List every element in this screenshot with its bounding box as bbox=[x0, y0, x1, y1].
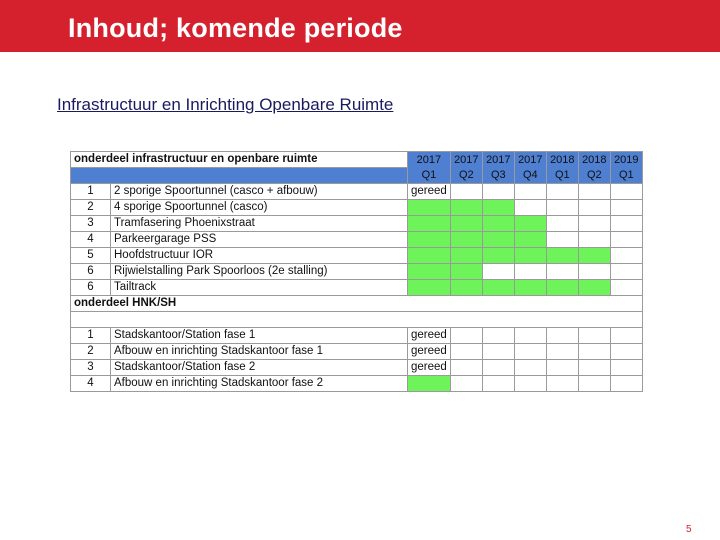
timeline-cell bbox=[514, 264, 546, 280]
section-gap-row bbox=[71, 312, 643, 328]
table-row bbox=[71, 328, 643, 344]
timeline-cell bbox=[546, 328, 578, 344]
timeline-cell bbox=[546, 200, 578, 216]
timeline-cell bbox=[450, 360, 482, 376]
timeline-cell-active bbox=[450, 200, 482, 216]
table-row bbox=[71, 264, 643, 280]
timeline-cell bbox=[450, 344, 482, 360]
timeline-cell-active bbox=[408, 264, 451, 280]
slide-title: Inhoud; komende periode bbox=[68, 13, 403, 43]
table-row bbox=[71, 200, 643, 216]
timeline-cell bbox=[482, 360, 514, 376]
column-year: 2017 bbox=[454, 153, 479, 166]
row-number: 2 bbox=[71, 344, 111, 360]
column-year: 2018 bbox=[550, 153, 575, 166]
page-number: 5 bbox=[686, 524, 692, 535]
row-number: 2 bbox=[71, 200, 111, 216]
timeline-cell bbox=[610, 376, 642, 392]
timeline-cell bbox=[610, 184, 642, 200]
column-quarter: Q2 bbox=[458, 168, 474, 181]
column-quarter: Q4 bbox=[522, 168, 538, 181]
row-label: Hoofdstructuur IOR bbox=[111, 248, 408, 264]
row-status: gereed bbox=[408, 360, 451, 376]
row-label: Stadskantoor/Station fase 1 bbox=[111, 328, 408, 344]
timeline-cell-active bbox=[514, 280, 546, 296]
timeline-cell-active bbox=[482, 200, 514, 216]
row-number: 4 bbox=[71, 232, 111, 248]
timeline-cell-active bbox=[408, 232, 451, 248]
timeline-cell bbox=[482, 184, 514, 200]
timeline-cell bbox=[482, 344, 514, 360]
row-number: 4 bbox=[71, 376, 111, 392]
row-label: Afbouw en inrichting Stadskantoor fase 2 bbox=[111, 376, 408, 392]
column-header-2 bbox=[482, 152, 514, 184]
table-row bbox=[71, 344, 643, 360]
timeline-cell-active bbox=[408, 280, 451, 296]
timeline-cell-active bbox=[482, 216, 514, 232]
column-quarter: Q1 bbox=[421, 168, 437, 181]
timeline-cell bbox=[578, 200, 610, 216]
column-quarter: Q1 bbox=[618, 168, 634, 181]
row-label: Tramfasering Phoenixstraat bbox=[111, 216, 408, 232]
timeline-cell-active bbox=[578, 248, 610, 264]
timeline-cell bbox=[610, 216, 642, 232]
timeline-cell bbox=[546, 232, 578, 248]
row-number: 5 bbox=[71, 248, 111, 264]
timeline-cell-active bbox=[408, 200, 451, 216]
table-row bbox=[71, 280, 643, 296]
section2-title-row bbox=[71, 296, 643, 312]
table-row bbox=[71, 216, 643, 232]
table-row bbox=[71, 248, 643, 264]
timeline-cell-active bbox=[546, 248, 578, 264]
row-number: 3 bbox=[71, 360, 111, 376]
timeline-cell bbox=[578, 328, 610, 344]
column-header-1 bbox=[450, 152, 482, 184]
row-number: 1 bbox=[71, 184, 111, 200]
row-status: gereed bbox=[408, 344, 451, 360]
timeline-cell bbox=[514, 184, 546, 200]
timeline-cell bbox=[482, 376, 514, 392]
timeline-cell bbox=[514, 328, 546, 344]
row-number: 6 bbox=[71, 280, 111, 296]
timeline-cell bbox=[482, 264, 514, 280]
table-header-row-years bbox=[71, 152, 643, 168]
header-blue-band bbox=[71, 168, 408, 184]
timeline-cell bbox=[514, 344, 546, 360]
timeline-cell bbox=[610, 232, 642, 248]
timeline-cell bbox=[546, 216, 578, 232]
timeline-cell bbox=[578, 232, 610, 248]
timeline-cell-active bbox=[450, 248, 482, 264]
timeline-cell bbox=[578, 216, 610, 232]
row-label: 4 sporige Spoortunnel (casco) bbox=[111, 200, 408, 216]
column-quarter: Q2 bbox=[586, 168, 602, 181]
timeline-cell-active bbox=[578, 280, 610, 296]
slide-subtitle: Infrastructuur en Inrichting Openbare Ruimte bbox=[57, 95, 394, 114]
timeline-cell-active bbox=[450, 216, 482, 232]
column-year: 2017 bbox=[486, 153, 511, 166]
column-header-6 bbox=[610, 152, 642, 184]
column-year: 2017 bbox=[416, 153, 442, 166]
timeline-cell-active bbox=[482, 232, 514, 248]
table-row bbox=[71, 360, 643, 376]
section2-title: onderdeel HNK/SH bbox=[71, 296, 643, 312]
table-row bbox=[71, 184, 643, 200]
section-gap bbox=[71, 312, 643, 328]
timeline-cell-active bbox=[546, 280, 578, 296]
timeline-cell bbox=[450, 328, 482, 344]
row-label: Stadskantoor/Station fase 2 bbox=[111, 360, 408, 376]
row-label: Rijwielstalling Park Spoorloos (2e stalling) bbox=[111, 264, 408, 280]
timeline-cell-active bbox=[450, 232, 482, 248]
column-year: 2018 bbox=[582, 153, 607, 166]
column-header-3 bbox=[514, 152, 546, 184]
timeline-cell-active bbox=[450, 264, 482, 280]
section1-title: onderdeel infrastructuur en openbare ruimte bbox=[71, 152, 408, 168]
title-bar bbox=[0, 0, 720, 52]
timeline-cell bbox=[546, 360, 578, 376]
row-number: 6 bbox=[71, 264, 111, 280]
column-year: 2017 bbox=[518, 153, 543, 166]
timeline-cell-active bbox=[450, 280, 482, 296]
timeline-cell bbox=[450, 376, 482, 392]
timeline-cell bbox=[546, 184, 578, 200]
timeline-cell bbox=[546, 376, 578, 392]
column-year: 2019 bbox=[614, 153, 639, 166]
timeline-cell-active bbox=[482, 248, 514, 264]
timeline-cell-active bbox=[514, 248, 546, 264]
timeline-cell-active bbox=[408, 216, 451, 232]
timeline-cell bbox=[610, 200, 642, 216]
timeline-cell bbox=[610, 328, 642, 344]
row-label: 2 sporige Spoortunnel (casco + afbouw) bbox=[111, 184, 408, 200]
timeline-cell-active bbox=[514, 232, 546, 248]
timeline-cell bbox=[482, 328, 514, 344]
table-row bbox=[71, 376, 643, 392]
timeline-cell bbox=[610, 280, 642, 296]
row-number: 1 bbox=[71, 328, 111, 344]
row-status: gereed bbox=[408, 328, 451, 344]
timeline-cell bbox=[514, 200, 546, 216]
timeline-cell bbox=[578, 264, 610, 280]
column-header-0 bbox=[408, 152, 451, 184]
timeline-cell bbox=[546, 344, 578, 360]
column-header-5 bbox=[578, 152, 610, 184]
timeline-cell bbox=[578, 360, 610, 376]
table-row bbox=[71, 232, 643, 248]
timeline-cell bbox=[610, 360, 642, 376]
column-header-4 bbox=[546, 152, 578, 184]
row-label: Tailtrack bbox=[111, 280, 408, 296]
row-label: Afbouw en inrichting Stadskantoor fase 1 bbox=[111, 344, 408, 360]
timeline-cell bbox=[578, 184, 610, 200]
timeline-cell bbox=[610, 264, 642, 280]
timeline-cell bbox=[578, 376, 610, 392]
timeline-cell bbox=[578, 344, 610, 360]
timeline-cell bbox=[546, 264, 578, 280]
row-status: gereed bbox=[408, 184, 451, 200]
timeline-cell-active bbox=[482, 280, 514, 296]
timeline-cell-active bbox=[514, 216, 546, 232]
timeline-cell-active bbox=[408, 376, 451, 392]
timeline-cell bbox=[514, 360, 546, 376]
row-number: 3 bbox=[71, 216, 111, 232]
planning-table bbox=[70, 151, 643, 392]
column-quarter: Q3 bbox=[490, 168, 506, 181]
timeline-cell bbox=[610, 248, 642, 264]
timeline-cell bbox=[610, 344, 642, 360]
timeline-cell bbox=[514, 376, 546, 392]
row-label: Parkeergarage PSS bbox=[111, 232, 408, 248]
timeline-cell-active bbox=[408, 248, 451, 264]
timeline-cell bbox=[450, 184, 482, 200]
column-quarter: Q1 bbox=[554, 168, 570, 181]
